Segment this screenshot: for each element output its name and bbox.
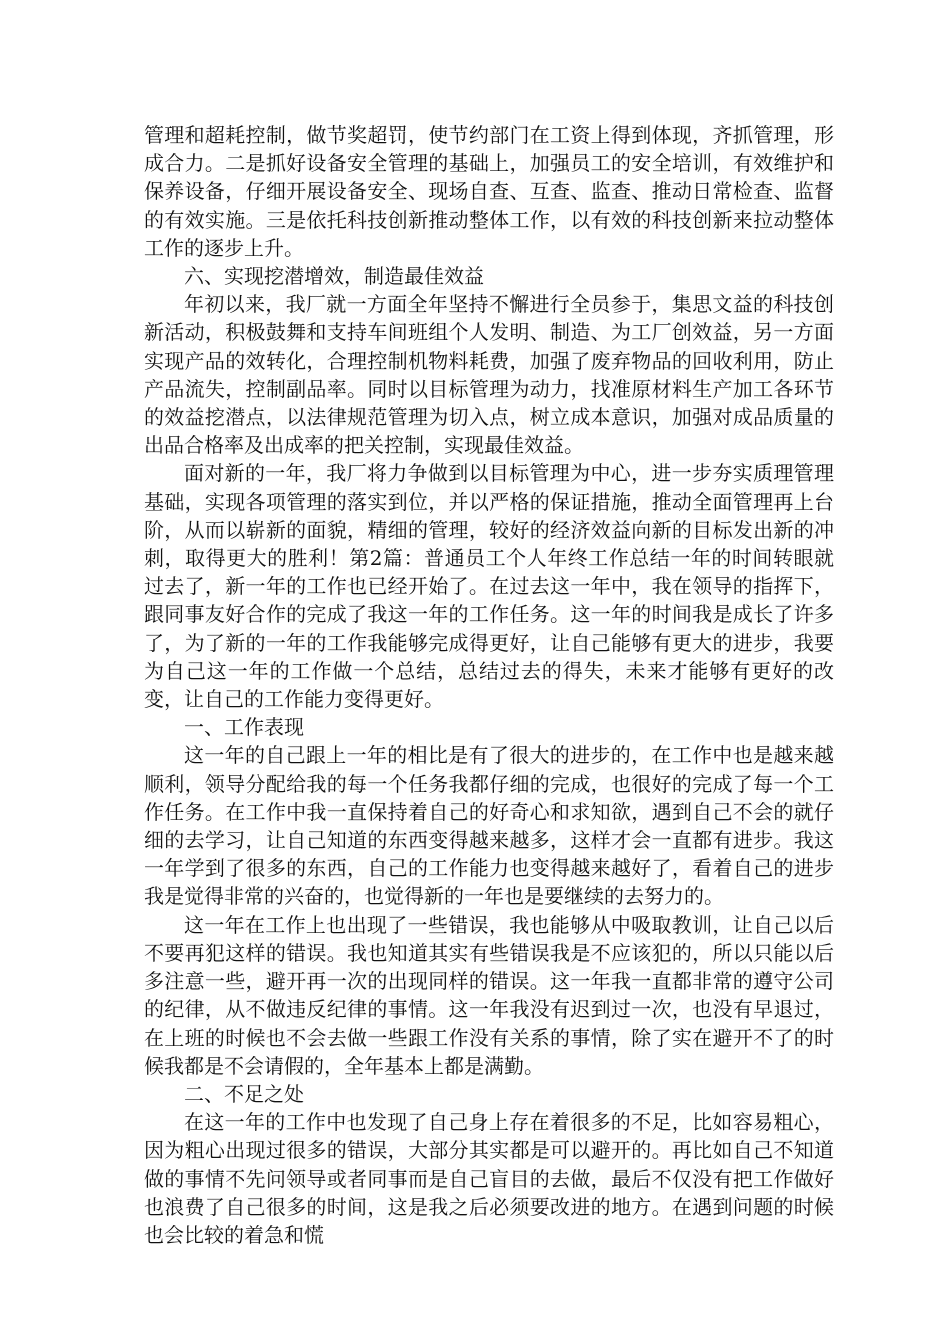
paragraph: 在这一年的工作中也发现了自己身上存在着很多的不足，比如容易粗心，因为粗心出现过很多的错误，大部分其实都是可以避开的。再比如自己不知道做的事情不先问领导或者同事而是自己盲目的去做，最后不仅没有把工作做好也浪费了自己很多的时间，这是我之后必须要改进的地方。在遇到问题的时候也会比较的着急和慌 (144, 1110, 834, 1247)
paragraph: 面对新的一年，我厂将力争做到以目标管理为中心，进一步夯实质理管理基础，实现各项管理的落实到位，并以严格的保证措施，推动全面管理再上台阶，从而以崭新的面貌，精细的管理，较好的经济效益向新的目标发出新的冲刺，取得更大的胜利！第2篇：普通员工个人年终工作总结一年的时间转眼就过去了，新一年的工作也已经开始了。在过去这一年中，我在领导的指挥下，跟同事友好合作的完成了我这一年的工作任务。这一年的时间我是成长了许多了，为了新的一年的工作我能够完成得更好，让自己能够有更大的进步，我要为自己这一年的工作做一个总结，总结过去的得失，未来才能够有更好的改变，让自己的工作能力变得更好。 (144, 461, 834, 712)
section-heading-one: 一、工作表现 (184, 715, 304, 740)
paragraph: 这一年在工作上也出现了一些错误，我也能够从中吸取教训，让自己以后不要再犯这样的错误。我也知道其实有些错误我是不应该犯的，所以只能以后多注意一些，避开再一次的出现同样的错误。这一年我一直都非常的遵守公司的纪律，从不做违反纪律的事情。这一年我没有迟到过一次，也没有早退过，在上班的时候也不会去做一些跟工作没有关系的事情，除了实在避开不了的时候我都是不会请假的，全年基本上都是满勤。 (144, 912, 834, 1078)
paragraph-continuation: 管理和超耗控制，做节奖超罚，使节约部门在工资上得到体现，齐抓管理，形成合力。二是抓好设备安全管理的基础上，加强员工的安全培训，有效维护和保养设备，仔细开展设备安全、现场自查、互查、监查、推动日常检查、监督的有效实施。三是依托科技创新推动整体工作，以有效的科技创新来拉动整体工作的逐步上升。 (144, 123, 834, 260)
section-heading-six: 六、实现挖潜增效，制造最佳效益 (184, 264, 484, 289)
section-heading-two: 二、不足之处 (184, 1081, 304, 1106)
paragraph: 这一年的自己跟上一年的相比是有了很大的进步的，在工作中也是越来越顺利，领导分配给我的每一个任务我都仔细的完成，也很好的完成了每一个工作任务。在工作中我一直保持着自己的好奇心和求知欲，遇到自己不会的就仔细的去学习，让自己知道的东西变得越来越多，这样才会一直都有进步。我这一年学到了很多的东西，自己的工作能力也变得越来越好了，看着自己的进步我是觉得非常的兴奋的，也觉得新的一年也是要继续的去努力的。 (144, 743, 834, 909)
paragraph: 年初以来，我厂就一方面全年坚持不懈进行全员参于，集思文益的科技创新活动，积极鼓舞和支持车间班组个人发明、制造、为工厂创效益，另一方面实现产品的效转化，合理控制机物料耗费，加强了废弃物品的回收利用，防止产品流失，控制副品率。同时以目标管理为动力，找准原材料生产加工各环节的效益挖潜点，以法律规范管理为切入点，树立成本意识，加强对成品质量的出品合格率及出成率的把关控制，实现最佳效益。 (144, 292, 834, 458)
document-body (144, 121, 834, 1249)
